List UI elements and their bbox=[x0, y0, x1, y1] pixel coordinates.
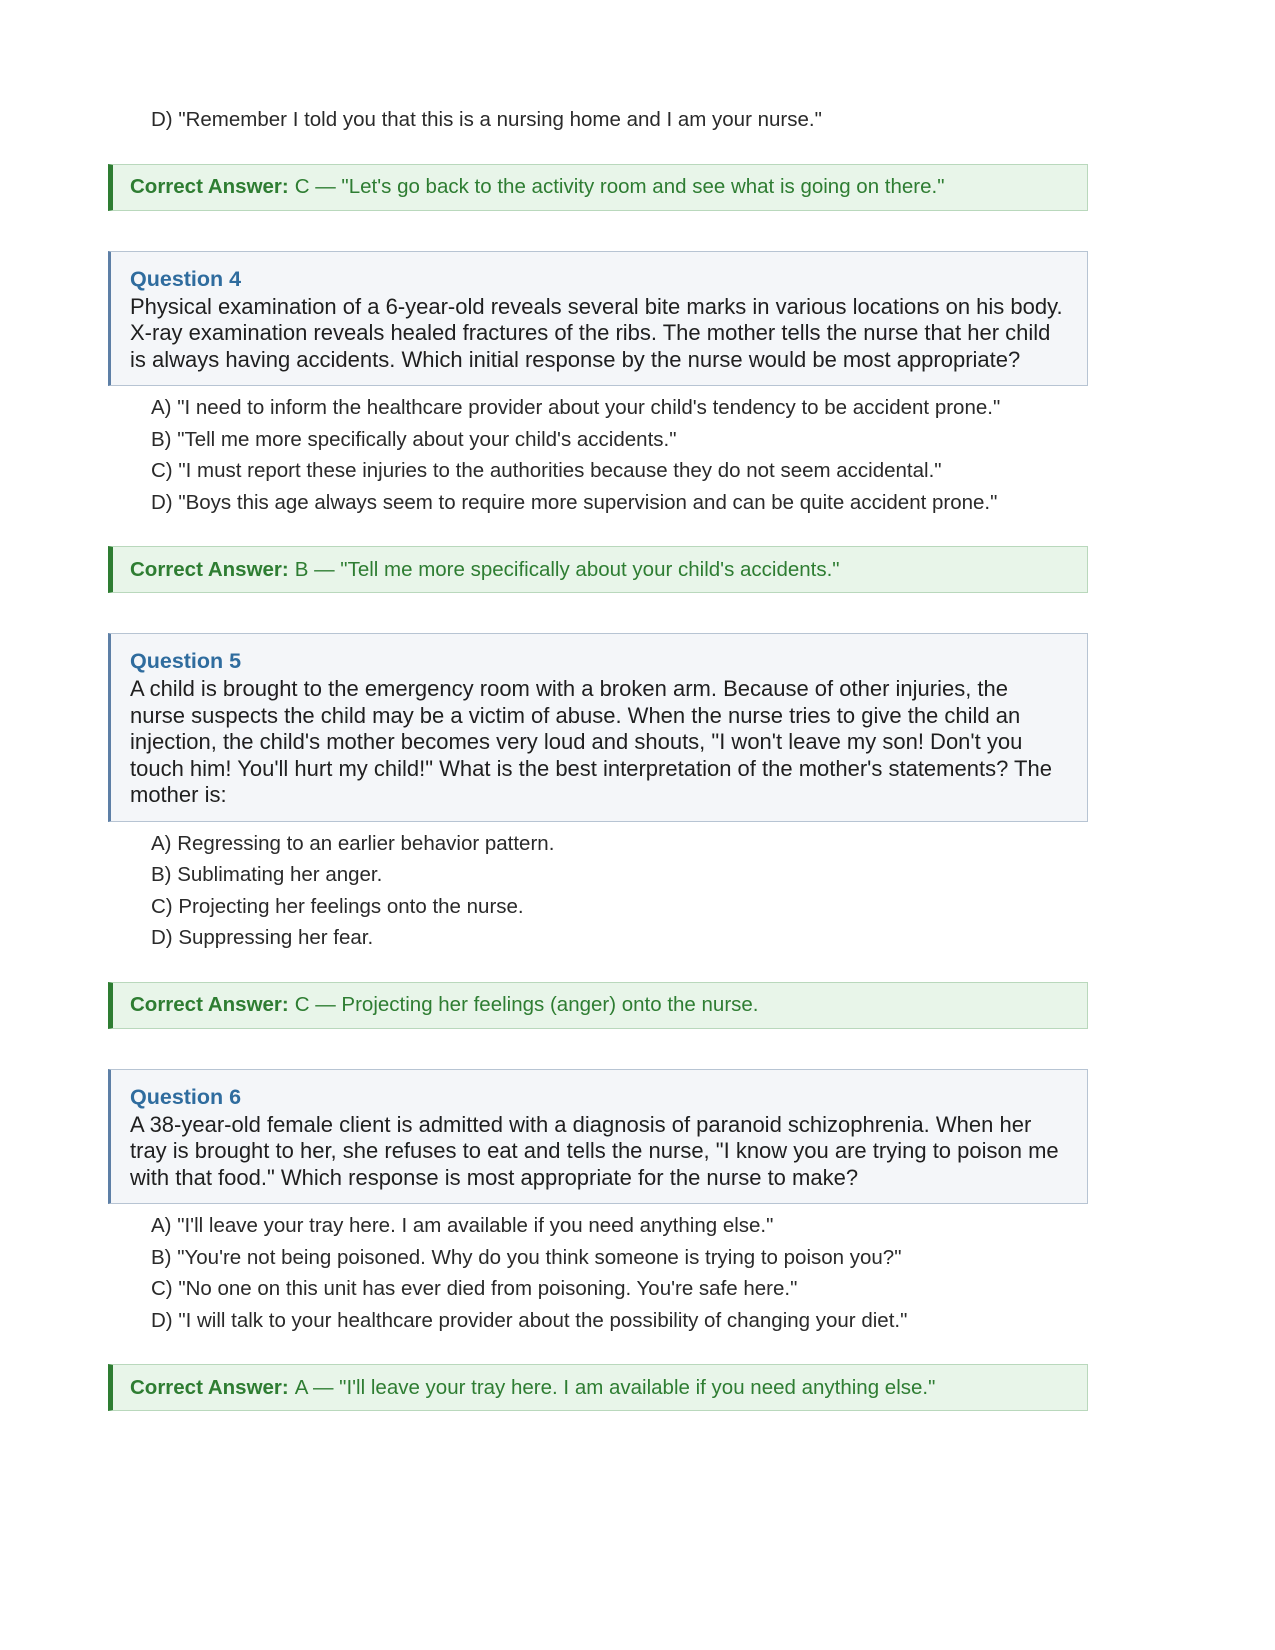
correct-answer-box bbox=[108, 982, 1088, 1029]
question-title: Question 5 bbox=[130, 649, 242, 673]
answer-label: Correct Answer: bbox=[130, 993, 289, 1016]
answer-label: Correct Answer: bbox=[130, 1375, 289, 1399]
option-c: C) "I must report these injuries to the authorities because they do not seem accidental." bbox=[151, 459, 942, 482]
option-b: B) "You're not being poisoned. Why do you think someone is trying to poison you?" bbox=[151, 1245, 902, 1269]
quiz-content bbox=[108, 104, 1088, 1411]
option-c: C) Projecting her feelings onto the nurse. bbox=[151, 894, 524, 918]
question-card bbox=[108, 633, 1088, 822]
option-d: D) Suppressing her fear. bbox=[151, 926, 374, 949]
answer-label: Correct Answer: bbox=[130, 175, 289, 198]
option-d: D) "I will talk to your healthcare provider about the possibility of changing your diet." bbox=[151, 1308, 908, 1332]
option-a: A) Regressing to an earlier behavior pattern. bbox=[151, 831, 555, 855]
correct-answer-box bbox=[108, 546, 1088, 593]
question-text: A child is brought to the emergency room with a broken arm. Because of other injuries, the nurse suspects the child may be a victim of abuse. When the nurse tries to give the child an injection, the child's mother becomes very loud and shouts, "I won't leave my son! Don't you touch him! You'll hurt my child!" What is the best interpretation of the mother's statements? The mother is: bbox=[130, 676, 1052, 807]
option-a: A) "I need to inform the healthcare provider about your child's tendency to be accident prone." bbox=[151, 396, 1001, 419]
question-card bbox=[108, 251, 1088, 387]
question-text: Physical examination of a 6-year-old reveals several bite marks in various locations on his body. X-ray examination reveals healed fractures of the ribs. The mother tells the nurse that her child is always having accidents. Which initial response by the nurse would be most appropriate? bbox=[130, 293, 1063, 372]
question-text: A 38-year-old female client is admitted with a diagnosis of paranoid schizophrenia. When her tray is brought to her, she refuses to eat and tells the nurse, "I know you are trying to poison me with that food." Which response is most appropriate for the nurse to make? bbox=[130, 1111, 1059, 1190]
options-list bbox=[108, 392, 1088, 518]
answer-text: B — "Tell me more specifically about your child's accidents." bbox=[294, 557, 840, 581]
options-list bbox=[108, 1210, 1088, 1336]
option-c: C) "No one on this unit has ever died from poisoning. You're safe here." bbox=[151, 1277, 798, 1300]
question-title: Question 6 bbox=[130, 1084, 242, 1109]
answer-label: Correct Answer: bbox=[130, 557, 289, 581]
answer-text: A — "I'll leave your tray here. I am available if you need anything else." bbox=[294, 1375, 936, 1399]
option-b: B) Sublimating her anger. bbox=[151, 863, 383, 886]
answer-text: C — Projecting her feelings (anger) onto the nurse. bbox=[294, 993, 759, 1016]
option-a: A) "I'll leave your tray here. I am available if you need anything else." bbox=[151, 1214, 774, 1237]
option-d: D) "Remember I told you that this is a nursing home and I am your nurse." bbox=[151, 108, 822, 131]
option-d: D) "Boys this age always seem to require more supervision and can be quite accident prone." bbox=[151, 490, 998, 514]
question-card bbox=[108, 1069, 1088, 1205]
correct-answer-box bbox=[108, 164, 1088, 211]
question-title: Question 4 bbox=[130, 266, 242, 291]
options-list bbox=[108, 828, 1088, 954]
option-b: B) "Tell me more specifically about your child's accidents." bbox=[151, 427, 677, 451]
correct-answer-box bbox=[108, 1364, 1088, 1411]
answer-text: C — "Let's go back to the activity room and see what is going on there." bbox=[294, 175, 945, 198]
